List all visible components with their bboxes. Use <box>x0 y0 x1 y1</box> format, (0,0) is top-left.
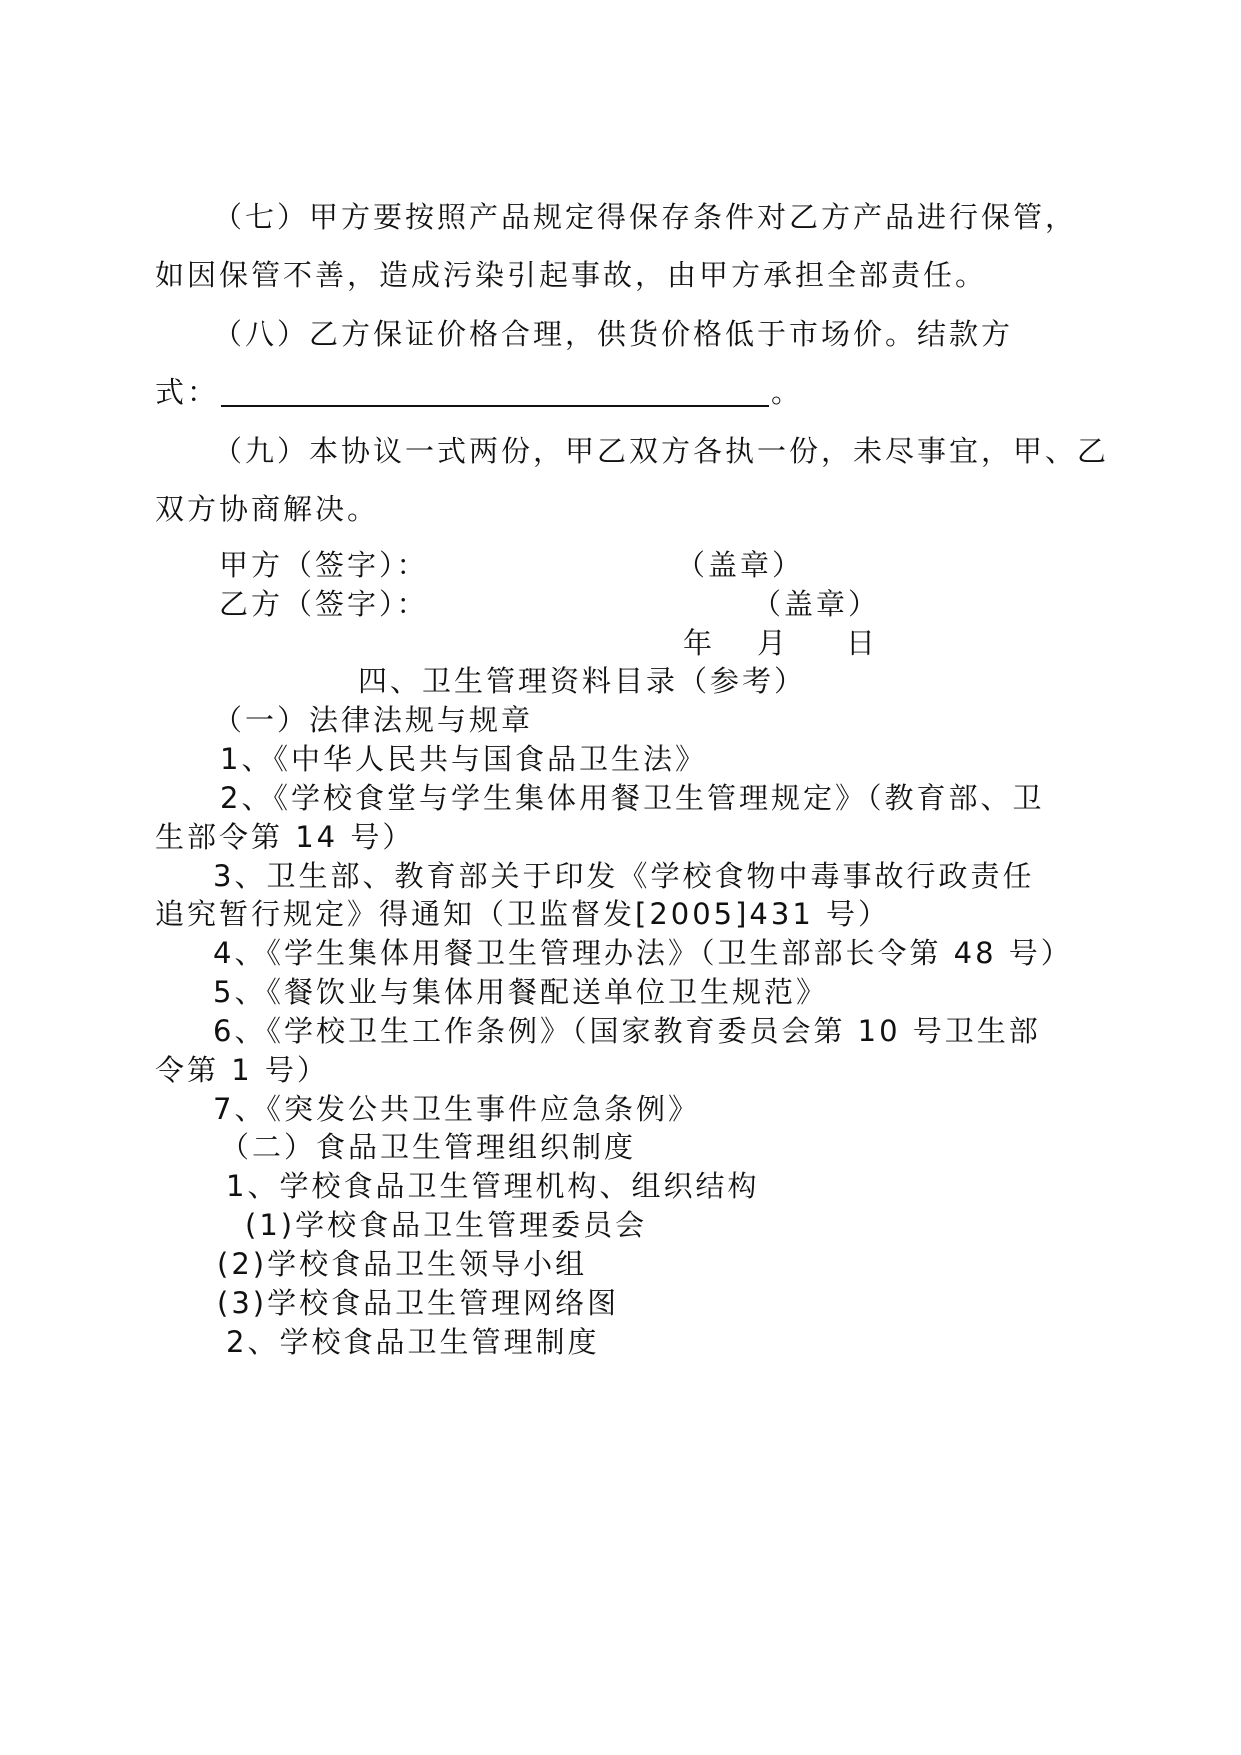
payment-method-blank <box>221 379 769 407</box>
clause-8-line-1: （八）乙方保证价格合理，供货价格低于市场价。结款方 <box>213 317 1014 351</box>
clause-7-line-2: 如因保管不善，造成污染引起事故，由甲方承担全部责任。 <box>155 258 988 292</box>
party-b-seal: （盖章） <box>752 587 881 621</box>
date-year: 年 <box>683 626 716 660</box>
list-item: 生部令第 14 号） <box>155 820 415 854</box>
list-item: 1、《中华人民共与国食品卫生法》 <box>220 742 707 776</box>
payment-method-label: 式： <box>155 375 220 409</box>
clause-7-line-1: （七）甲方要按照产品规定得保存条件对乙方产品进行保管， <box>213 200 1078 234</box>
section-title: 四、卫生管理资料目录（参考） <box>358 664 807 698</box>
list-item: 1、学校食品卫生管理机构、组织结构 <box>226 1169 760 1203</box>
clause-9-line-1: （九）本协议一式两份，甲乙双方各执一份，未尽事宜，甲、乙 <box>213 434 1110 468</box>
list-item: (2)学校食品卫生领导小组 <box>217 1247 588 1281</box>
clause-8-line-2 <box>155 375 804 409</box>
clause-9-line-2: 双方协商解决。 <box>155 492 380 526</box>
period: 。 <box>771 375 804 409</box>
subsection-2-title: （二）食品卫生管理组织制度 <box>220 1130 637 1164</box>
list-item: 2、学校食品卫生管理制度 <box>226 1325 600 1359</box>
list-item: 令第 1 号） <box>155 1053 329 1087</box>
list-item: 追究暂行规定》得通知（卫监督发[2005]431 号） <box>155 897 891 931</box>
list-item: 3、卫生部、教育部关于印发《学校食物中毒事故行政责任 <box>213 859 1035 893</box>
party-b-signature: 乙方（签字）： <box>219 587 429 621</box>
list-item: 2、《学校食堂与学生集体用餐卫生管理规定》（教育部、卫 <box>220 781 1045 815</box>
date-month: 月 <box>757 626 790 660</box>
list-item: (1)学校食品卫生管理委员会 <box>245 1208 648 1242</box>
list-item: 5、《餐饮业与集体用餐配送单位卫生规范》 <box>213 975 828 1009</box>
party-a-signature: 甲方（签字）： <box>219 548 429 582</box>
list-item: 6、《学校卫生工作条例》（国家教育委员会第 10 号卫生部 <box>213 1014 1041 1048</box>
subsection-1-title: （一）法律法规与规章 <box>213 703 534 737</box>
party-a-seal: （盖章） <box>676 548 805 582</box>
list-item: (3)学校食品卫生管理网络图 <box>217 1286 620 1320</box>
date-day: 日 <box>846 626 879 660</box>
list-item: 7、《突发公共卫生事件应急条例》 <box>213 1092 700 1126</box>
list-item: 4、《学生集体用餐卫生管理办法》（卫生部部长令第 48 号） <box>213 936 1073 970</box>
